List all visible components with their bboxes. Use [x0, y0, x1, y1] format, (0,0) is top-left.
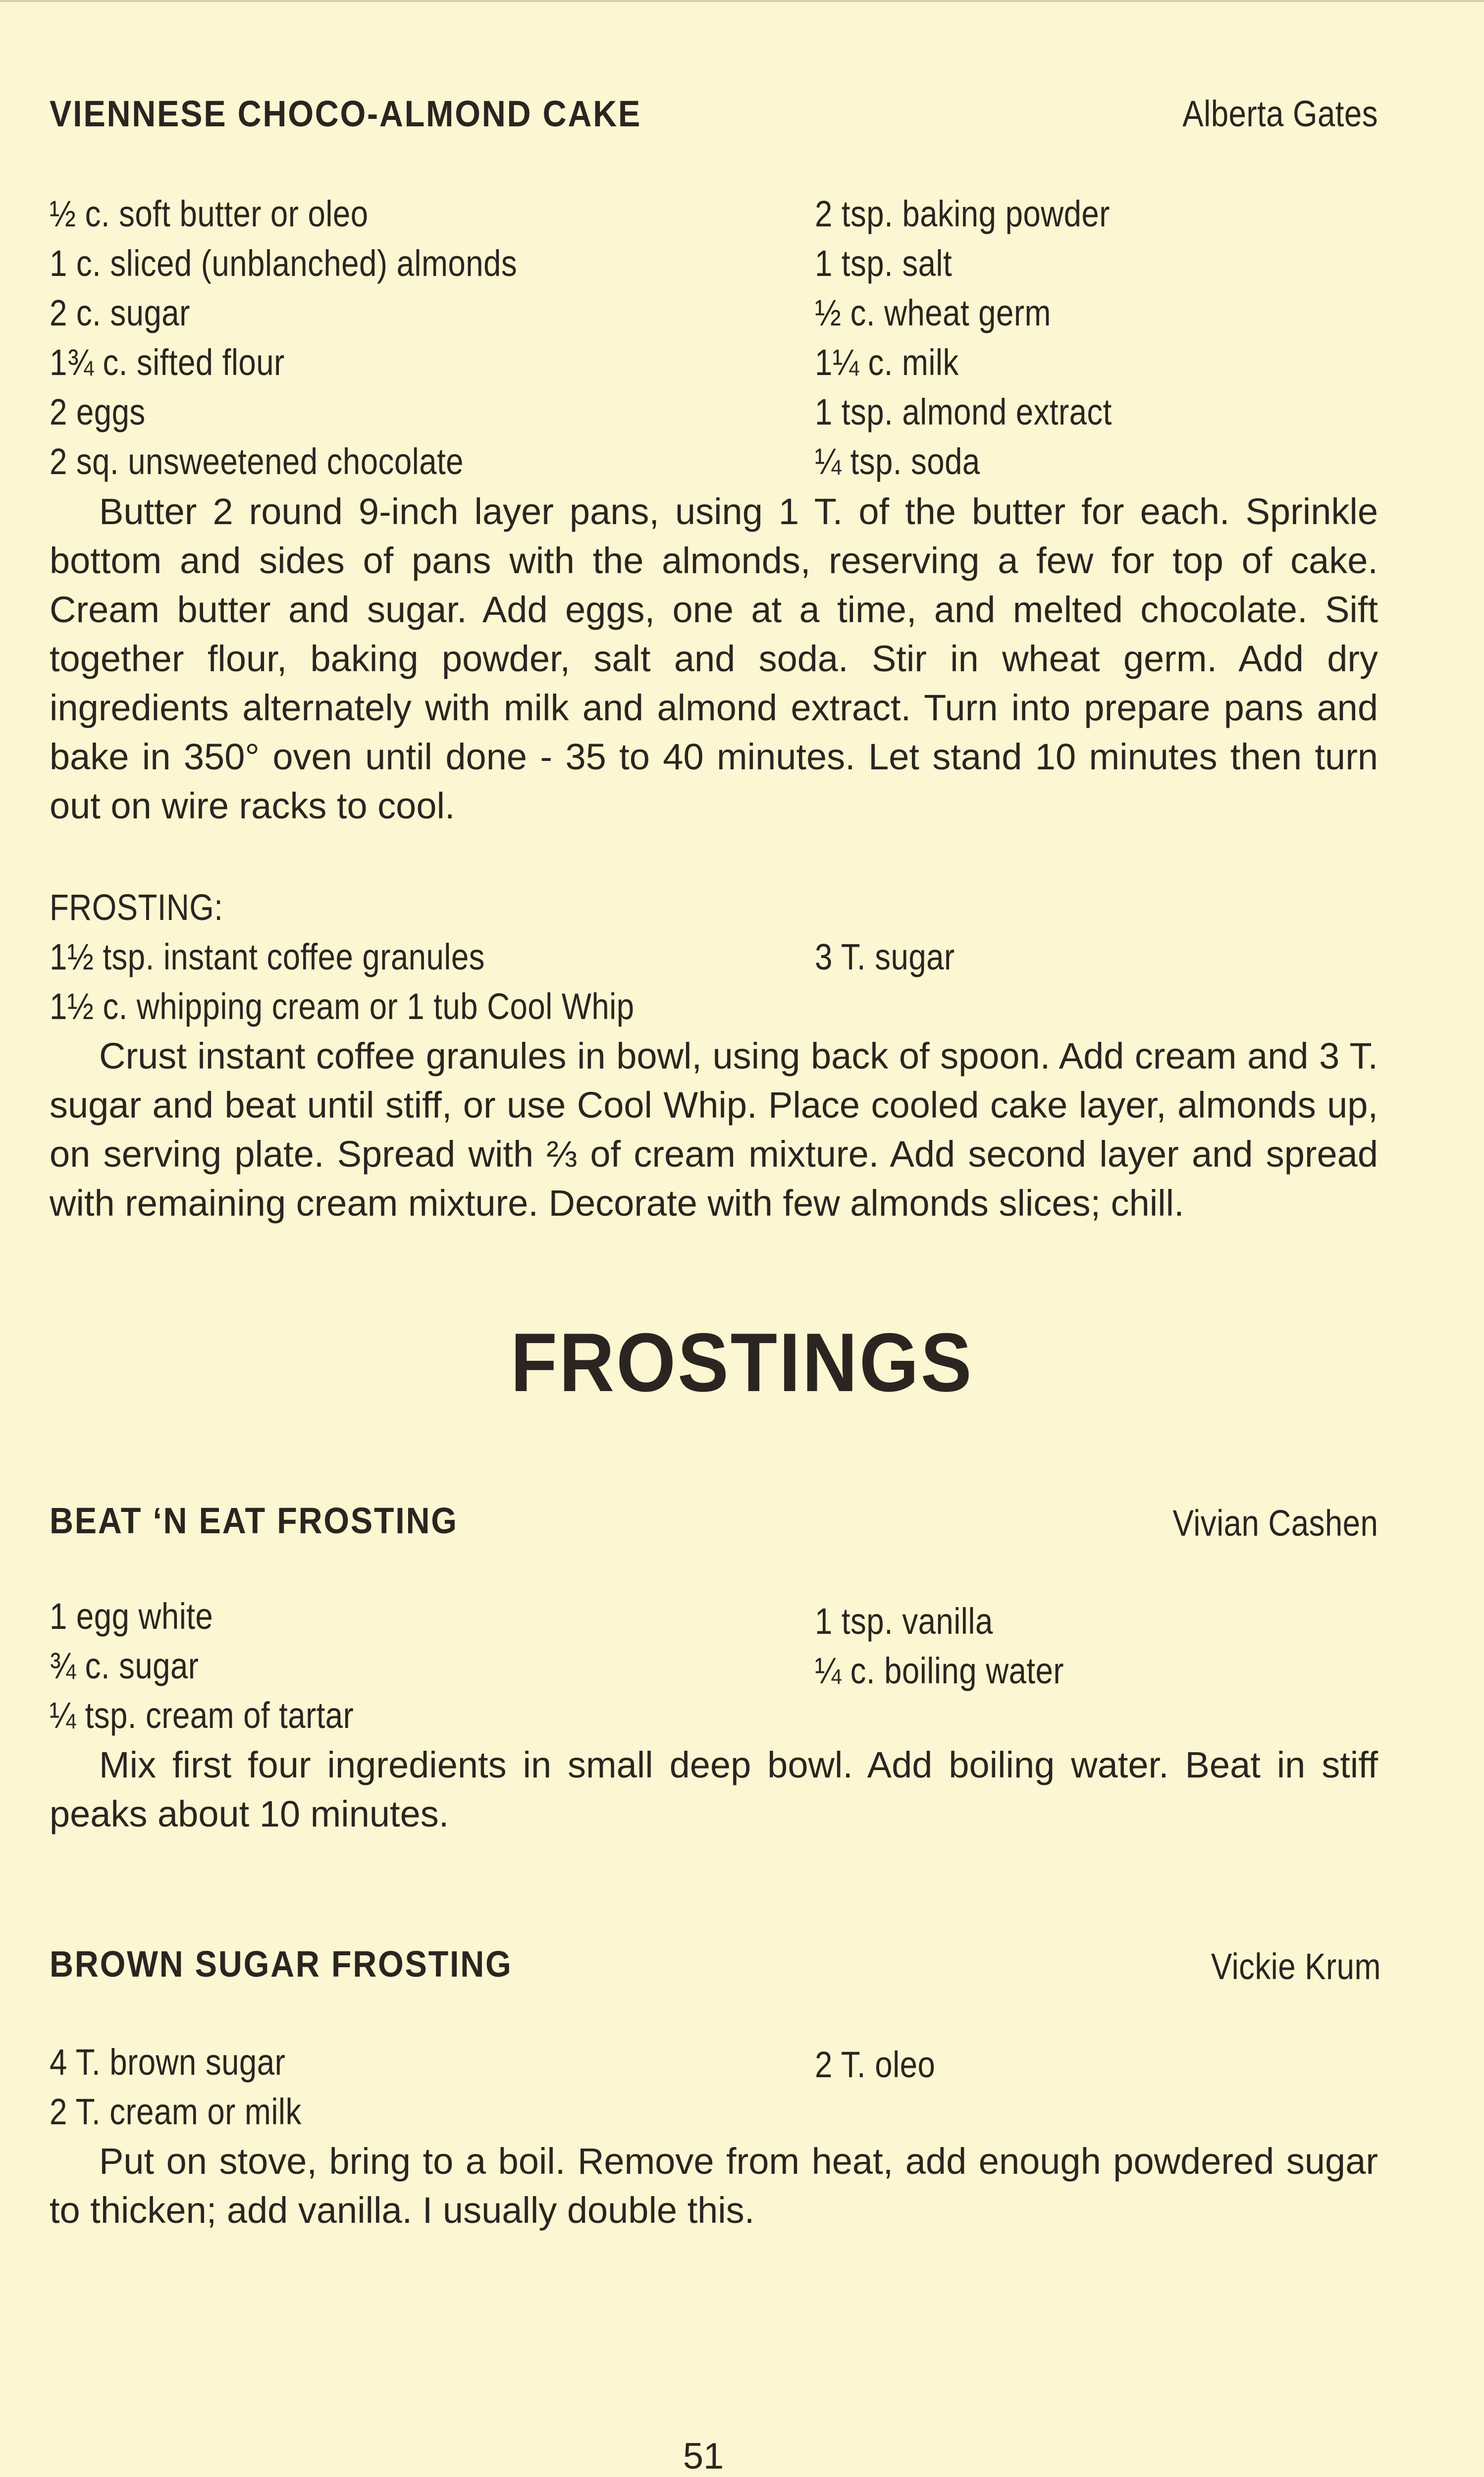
frosting-directions — [50, 1031, 1378, 1228]
ingredient: ¼ tsp. cream of tartar — [50, 1695, 354, 1736]
directions-text: Put on stove, bring to a boil. Remove from heat, add enough powdered sugar to thicken; add vanilla. I usually double this. — [50, 2141, 1378, 2231]
ingredient: 2 sq. unsweetened chocolate — [50, 441, 464, 482]
ingredient: ¼ c. boiling water — [815, 1650, 1064, 1691]
ingredient: 1½ c. whipping cream or 1 tub Cool Whip — [50, 986, 635, 1027]
ingredient: 1¾ c. sifted flour — [50, 342, 285, 383]
ingredient: 4 T. brown sugar — [50, 2042, 286, 2083]
ingredient: 1 tsp. almond extract — [815, 391, 1112, 432]
ingredient: ½ c. soft butter or oleo — [50, 193, 369, 234]
recipe-title: BEAT ‘N EAT FROSTING — [50, 1500, 458, 1541]
ingredient: 2 T. oleo — [815, 2044, 936, 2085]
page-number: 51 — [683, 2435, 724, 2477]
recipe-author: Vickie Krum — [1211, 1946, 1381, 1987]
recipe-author: Alberta Gates — [1182, 93, 1378, 134]
ingredient: 1½ tsp. instant coffee granules — [50, 936, 485, 977]
ingredient: 2 T. cream or milk — [50, 2091, 302, 2132]
recipe-author: Vivian Cashen — [1172, 1503, 1378, 1544]
ingredient: 2 eggs — [50, 391, 146, 432]
ingredient: 1 tsp. vanilla — [815, 1601, 993, 1642]
recipe-directions — [50, 2137, 1378, 2235]
recipe-directions — [50, 487, 1378, 830]
ingredient: 1 c. sliced (unblanched) almonds — [50, 243, 518, 284]
ingredient: 2 c. sugar — [50, 292, 190, 333]
ingredient: 1 tsp. salt — [815, 243, 953, 284]
ingredient: 1¼ c. milk — [815, 342, 959, 383]
ingredient: ¼ tsp. soda — [815, 441, 980, 482]
directions-text: Mix first four ingredients in small deep bowl. Add boiling water. Beat in stiff peaks about 10 minutes. — [50, 1744, 1378, 1834]
recipe-directions — [50, 1740, 1378, 1838]
directions-text: Crust instant coffee granules in bowl, using back of spoon. Add cream and 3 T. sugar and beat until stiff, or use Cool Whip. Place cooled cake layer, almonds up, on serving plate. Spread with ⅔ of cream mixture. Add second layer and spread with remaining cream mixture. Decorate with few almonds slices; chill. — [50, 1035, 1378, 1224]
recipe-title: BROWN SUGAR FROSTING — [50, 1943, 513, 1985]
ingredient: ½ c. wheat germ — [815, 292, 1051, 333]
section-title: FROSTINGS — [510, 1316, 974, 1409]
recipe-title: VIENNESE CHOCO-ALMOND CAKE — [50, 93, 642, 134]
ingredient: ¾ c. sugar — [50, 1645, 199, 1686]
top-edge-line — [0, 0, 1484, 2]
ingredient: 3 T. sugar — [815, 936, 955, 977]
ingredient: 1 egg white — [50, 1596, 213, 1637]
directions-text: Butter 2 round 9-inch layer pans, using 1 T. of the butter for each. Sprinkle bottom and sides of pans with the almonds, reserving a few for top of cake. Cream butter and sugar. Add eggs, one at a time, and melted chocolate. Sift together flour, baking powder, salt and soda. Stir in wheat germ. Add dry ingredients alternately with milk and almond extract. Turn into prepare pans and bake in 350° oven until done - 35 to 40 minutes. Let stand 10 minutes then turn out on wire racks to cool. — [50, 491, 1378, 826]
frosting-label: FROSTING: — [50, 887, 223, 928]
ingredient: 2 tsp. baking powder — [815, 193, 1110, 234]
